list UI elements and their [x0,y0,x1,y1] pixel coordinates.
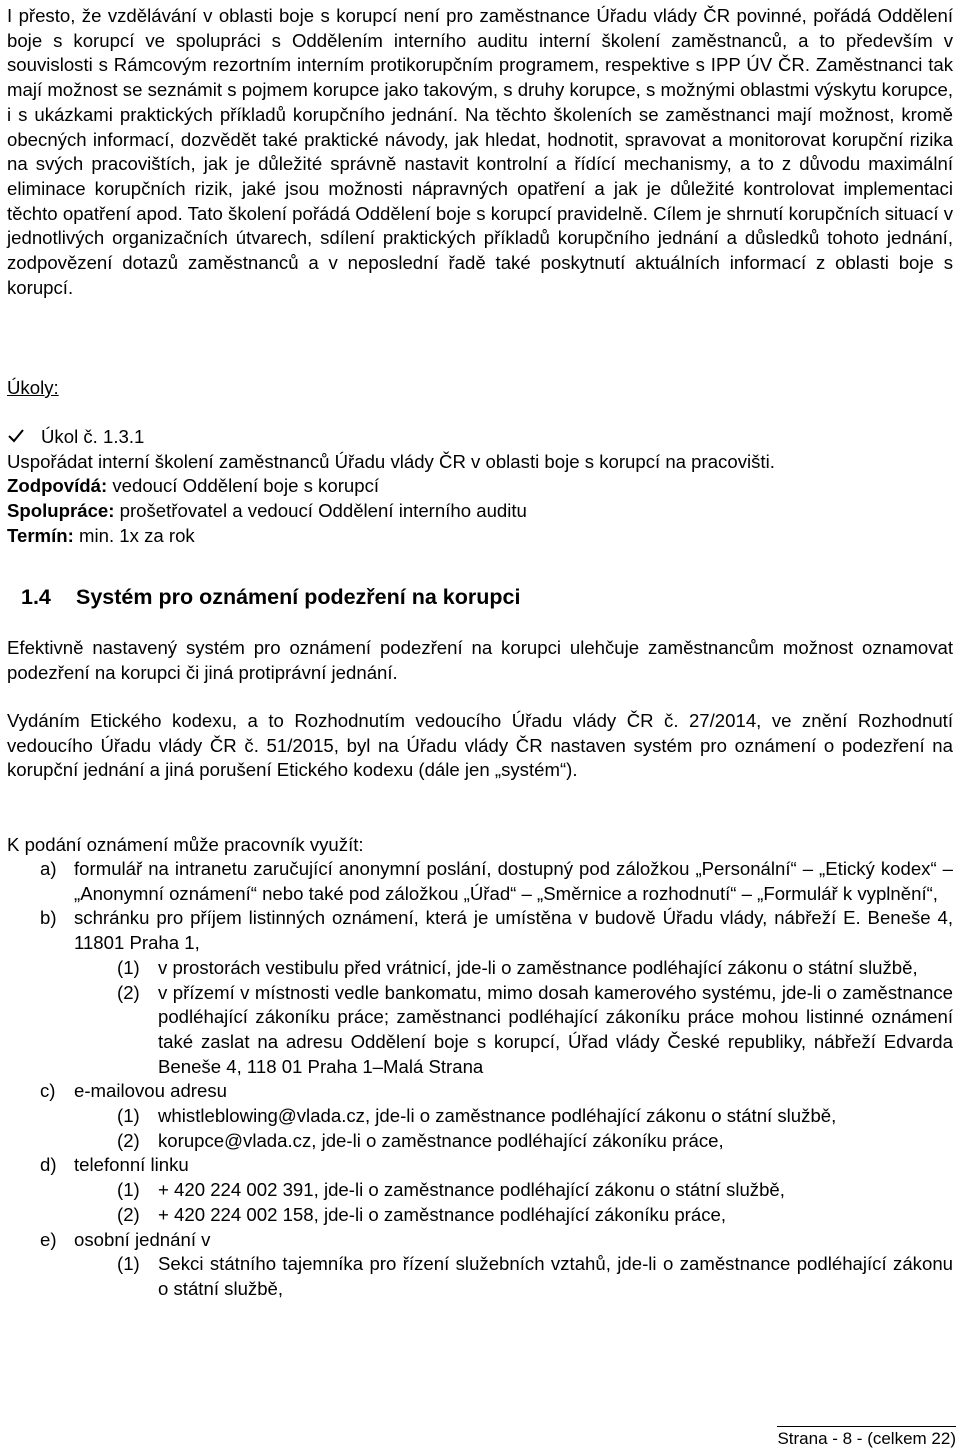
sublist-marker: (1) [117,1253,140,1275]
task-title: Úkol č. 1.3.1 [41,426,145,447]
sublist-item-text: v prostorách vestibulu před vrátnicí, jde-li o zaměstnance podléhající zákonu o státní službě, [158,956,918,978]
sublist-item-e1 [7,1252,953,1301]
list-item-text: telefonní linku [74,1154,189,1176]
section-title: Systém pro oznámení podezření na korupci [76,585,521,609]
task-description: Uspořádat interní školení zaměstnanců Úřadu vlády ČR v oblasti boje s korupcí na pracovišti. [7,450,775,472]
paragraph-ethical-code: Vydáním Etického kodexu, a to Rozhodnutím vedoucího Úřadu vlády ČR č. 27/2014, ve znění Rozhodnutí vedoucího Úřadu vlády ČR č. 51/2015, byl na Úřadu vlády ČR nastaven systém pro oznámení o podezření na korupční jednání a jiná porušení Etického kodexu (dále jen „systém“). [7,710,953,781]
list-marker: b) [40,907,57,929]
list-item-text: e-mailovou adresu [74,1080,227,1102]
list-marker: e) [40,1228,57,1250]
sublist-marker: (1) [117,956,140,978]
task-deadline [7,524,953,549]
list-item-text: formulář na intranetu zaručující anonymní poslání, dostupný pod záložkou „Personální“ – „Etický kodex“ – „Anonymní oznámení“ nebo také pod záložkou „Úřad“ – „Směrnice a rozhodnutí“ – „Formulář k vyplnění“, [74,858,953,904]
list-item-a [7,857,953,906]
sublist-marker: (1) [117,1105,140,1127]
sublist-item-b2 [7,981,953,1080]
list-marker: a) [40,858,57,879]
sublist-item-text: + 420 224 002 158, jde-li o zaměstnance podléhající zákoníku práce, [158,1203,727,1225]
list-item-e [7,1228,953,1253]
responsible-label: Zodpovídá: [7,475,108,497]
sublist-item-text: korupce@vlada.cz, jde-li o zaměstnance podléhající zákoníku práce, [158,1129,724,1151]
responsible-value: vedoucí Oddělení boje s korupcí [107,475,380,497]
list-item-d [7,1153,953,1178]
sublist-marker: (2) [117,1129,140,1151]
intro-paragraph: I přesto, že vzdělávání v oblasti boje s korupcí není pro zaměstnance Úřadu vlády ČR povinné, pořádá Oddělení boje s korupcí ve spolupráci s Oddělením interního auditu interní školení zaměstnanců, a to především v souvislosti s Rámcovým rezortním interním protikorupčním programem, respektive s IPP ÚV ČR. Zaměstnanci tak mají možnost se seznámit s pojmem korupce jako takovým, s druhy korupce, s možnými oblastmi výskytu korupce, i s ukázkami praktických příkladů korupčního jednání. Na těchto školeních se zaměstnanci mají možnost, kromě obecných informací, dozvědět také praktické návody, jak hledat, hodnotit, spravovat a monitorovat korupční rizika na svých pracovištích, jak je důležité správně nastavit kontrolní a řídící mechanismy, a to z důvodu maximální eliminace korupčních rizik, jaké jsou možnosti nápravných opatření a jak je důležité kontrolovat implementaci těchto opatření apod. Tato školení pořádá Oddělení boje s korupcí pravidelně. Cílem je shrnutí korupčních situací v jednotlivých organizačních útvarech, sdílení praktických příkladů korupčního jednání a důsledků tohoto jednání, zodpovězení dotazů zaměstnanců a v neposlední řadě také poskytnutí aktuálních informací z oblasti boje s korupcí. [7,5,953,298]
deadline-label: Termín: [7,524,74,546]
deadline-value: min. 1x za rok [73,524,195,546]
tasks-heading: Úkoly: [7,377,59,398]
sublist-item-b1 [7,956,953,981]
section-number: 1.4 [21,585,51,609]
sublist-marker: (2) [117,981,140,1003]
list-marker: c) [40,1080,56,1102]
page-footer: Strana - 8 - (celkem 22) [777,1426,956,1450]
list-marker: d) [40,1154,57,1176]
sublist-marker: (2) [117,1203,140,1225]
sublist-item-c2 [7,1129,953,1154]
cooperation-label: Spolupráce: [7,500,115,522]
task-block [7,425,953,549]
sublist-item-text: Sekci státního tajemníka pro řízení služebních vztahů, jde-li o zaměstnance podléhající zákonu o státní službě, [158,1253,953,1299]
task-cooperation [7,499,953,524]
sublist-item-d2 [7,1203,953,1228]
list-item-text: osobní jednání v [74,1228,211,1250]
list-item-c [7,1079,953,1104]
task-responsible [7,474,953,499]
task-title-line [7,425,953,450]
reporting-options-list [7,857,953,1302]
sublist-item-text: v přízemí v místnosti vedle bankomatu, mimo dosah kamerového systému, jde-li o zaměstnance podléhající zákoníku práce; zaměstnanci podléhající zákoníku práce mohou listinné oznámení také zaslat na adresu Oddělení boje s korupcí, Úřad vlády České republiky, nábřeží Edvarda Beneše 4, 118 01 Praha 1–Malá Strana [158,981,953,1077]
cooperation-value: prošetřovatel a vedoucí Oddělení interního auditu [114,500,527,522]
sublist-item-c1 [7,1104,953,1129]
section-heading [21,585,520,610]
sublist-marker: (1) [117,1179,140,1201]
list-item-b [7,906,953,955]
sublist-item-text: whistleblowing@vlada.cz, jde-li o zaměstnance podléhající zákonu o státní službě, [158,1105,837,1127]
paragraph-effective-system: Efektivně nastavený systém pro oznámení podezření na korupci ulehčuje zaměstnancům možnost oznamovat podezření na korupci či jiná protiprávní jednání. [7,637,953,683]
sublist-item-text: + 420 224 002 391, jde-li o zaměstnance podléhající zákonu o státní službě, [158,1179,785,1201]
reporting-options-intro: K podání oznámení může pracovník využít: [7,834,364,855]
list-item-text: schránku pro příjem listinných oznámení, která je umístěna v budově Úřadu vlády, nábřeží E. Beneše 4, 11801 Praha 1, [74,907,953,954]
sublist-item-d1 [7,1178,953,1203]
checkmark-icon [7,425,31,450]
